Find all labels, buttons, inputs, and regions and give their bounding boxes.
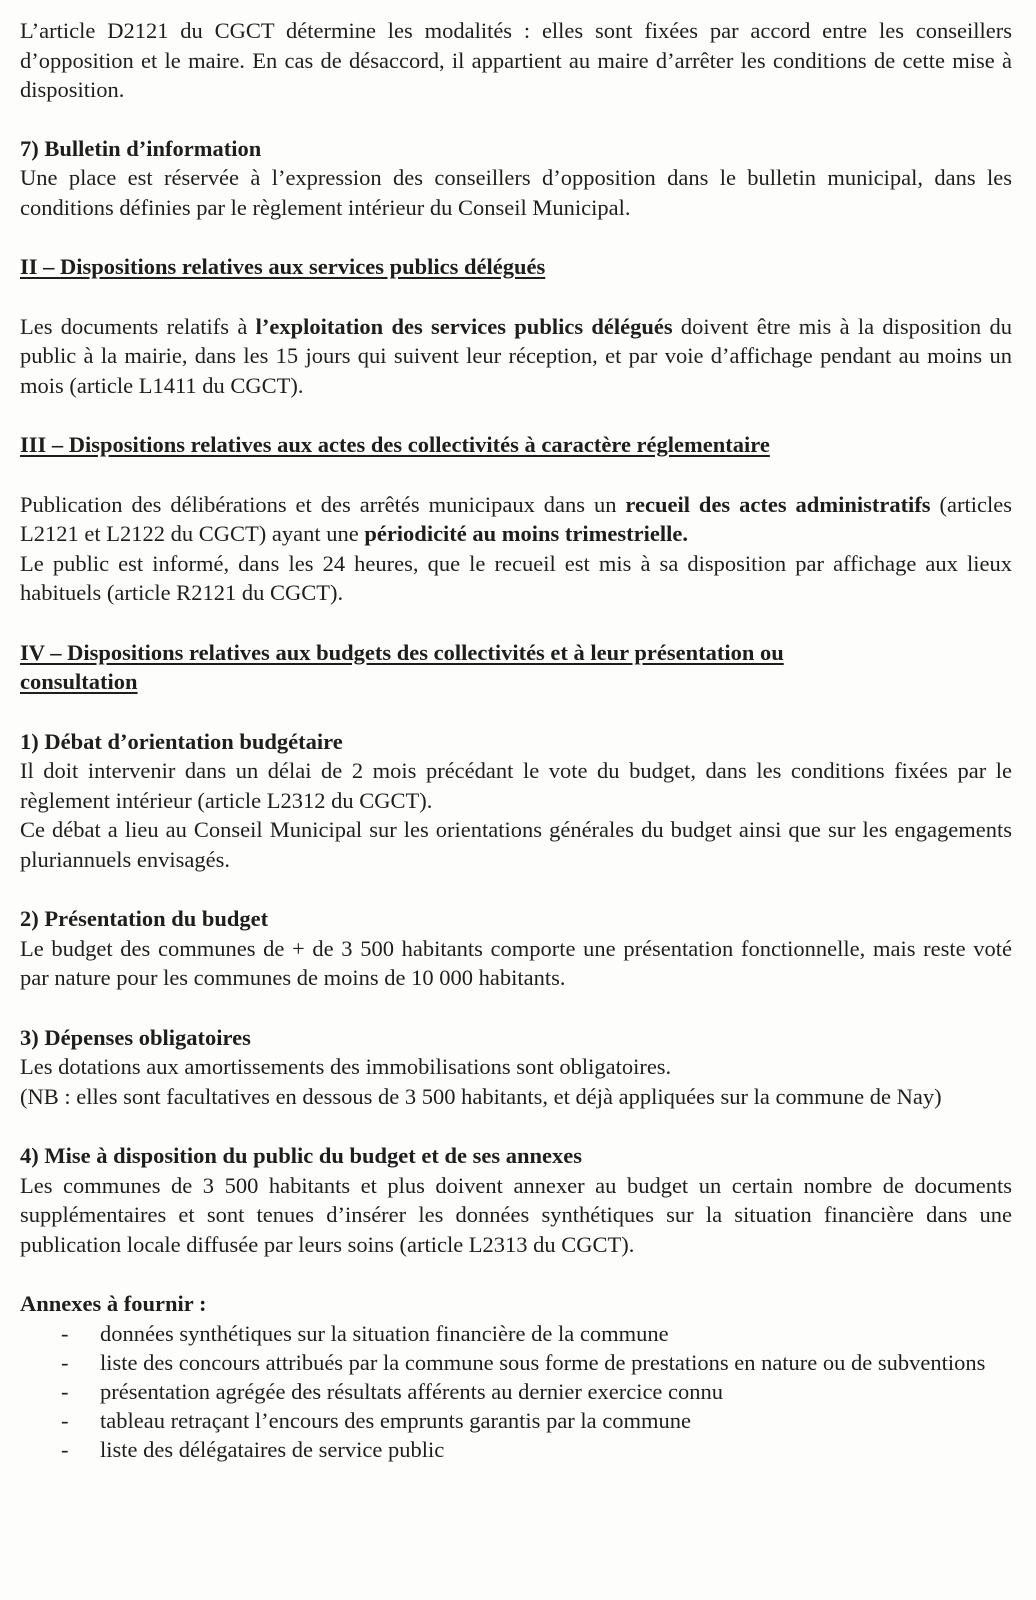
sub3-heading: 3) Dépenses obligatoires: [20, 1024, 251, 1050]
section-ii-body-text: Les documents relatifs à: [20, 313, 256, 339]
sub1-heading: 1) Débat d’orientation budgétaire: [20, 728, 343, 754]
intro-paragraph: L’article D2121 du CGCT détermine les modalités : elles sont fixées par accord entre les conseillers d’opposition et le maire. En cas de désaccord, il appartient au maire d’arrêter les conditions de cette mise à disposition.: [20, 18, 1012, 102]
section-iv-title: [20, 638, 1012, 697]
section-iv-title-line: consultation: [20, 669, 138, 694]
section-ii-title: II – Dispositions relatives aux services publics délégués: [20, 254, 546, 279]
section-ii-body-text: doivent être mis à la disposition du public à la mairie, dans les 15 jours qui suivent leur réception, et par voie d’affichage pendant au moins un mois (article L1411 du CGCT).: [20, 313, 1012, 398]
list-dash: -: [61, 1436, 69, 1462]
list-item: [20, 1319, 1012, 1348]
list-item-text: liste des délégataires de service public: [100, 1436, 445, 1462]
section-iii-bold: recueil des actes administratifs: [625, 491, 931, 517]
sub2-heading: 2) Présentation du budget: [20, 906, 269, 931]
sub3-paragraph-1: Les dotations aux amortissements des immobilisations sont obligatoires.: [20, 1054, 672, 1079]
list-item: [20, 1435, 1012, 1464]
sub2-body: Le budget des communes de + de 3 500 habitants comporte une présentation fonctionnelle, mais reste voté par nature pour les communes de moins de 10 000 habitants.: [20, 935, 1012, 990]
list-item-text: liste des concours attribués par la commune sous forme de prestations en nature ou de subventions: [100, 1349, 986, 1375]
list-dash: -: [61, 1320, 69, 1346]
section-iii-paragraph-2: Le public est informé, dans les 24 heures, que le recueil est mis à sa disposition par affichage aux lieux habituels (article R2121 du CGCT).: [20, 550, 1012, 605]
annexes-heading: Annexes à fournir :: [20, 1291, 207, 1316]
section-iii-bold: périodicité au moins trimestrielle.: [364, 521, 688, 546]
sub4-heading: 4) Mise à disposition du public du budget et de ses annexes: [20, 1143, 582, 1168]
section-iii-text: Publication des délibérations et des arrêtés municipaux dans un: [20, 491, 626, 517]
annexes-list: [20, 1319, 1012, 1464]
section-iii-paragraph: [20, 490, 1012, 549]
sub1-paragraph-2: Ce débat a lieu au Conseil Municipal sur les orientations générales du budget ainsi que sur les engagements pluriannuels envisagés.: [20, 817, 1012, 872]
list-item: [20, 1348, 1012, 1377]
section-iii-title: III – Dispositions relatives aux actes des collectivités à caractère réglementaire: [20, 432, 770, 457]
sub1-paragraph-1: Il doit intervenir dans un délai de 2 mois précédant le vote du budget, dans les conditions fixées par le règlement intérieur (article L2312 du CGCT).: [20, 758, 1012, 813]
list-dash: -: [61, 1407, 69, 1433]
list-item: [20, 1406, 1012, 1435]
bulletin-heading: 7) Bulletin d’information: [20, 135, 262, 161]
section-ii-body-bold: l’exploitation des services publics délégués: [255, 313, 673, 339]
section-ii-body: [20, 312, 1012, 401]
list-item-text: tableau retraçant l’encours des emprunts garantis par la commune: [100, 1407, 692, 1433]
sub3-paragraph-2: (NB : elles sont facultatives en dessous de 3 500 habitants, et déjà appliquées sur la commune de Nay): [20, 1083, 942, 1109]
list-dash: -: [61, 1378, 69, 1404]
list-dash: -: [61, 1349, 69, 1375]
bulletin-body: Une place est réservée à l’expression des conseillers d’opposition dans le bulletin municipal, dans les conditions définies par le règlement intérieur du Conseil Municipal.: [20, 165, 1012, 220]
section-iii-text: (articles L2121 et L2122 du CGCT) ayant une: [20, 491, 1012, 546]
list-item-text: données synthétiques sur la situation financière de la commune: [100, 1320, 669, 1346]
sub4-body: Les communes de 3 500 habitants et plus doivent annexer au budget un certain nombre de documents supplémentaires et sont tenues d’insérer les données synthétiques sur la situation financière dans une publication locale diffusée par leurs soins (article L2313 du CGCT).: [20, 1172, 1012, 1257]
list-item: [20, 1377, 1012, 1406]
list-item-text: présentation agrégée des résultats afférents au dernier exercice connu: [100, 1378, 724, 1404]
section-iv-title-line: IV – Dispositions relatives aux budgets des collectivités et à leur présentation ou: [20, 639, 784, 665]
